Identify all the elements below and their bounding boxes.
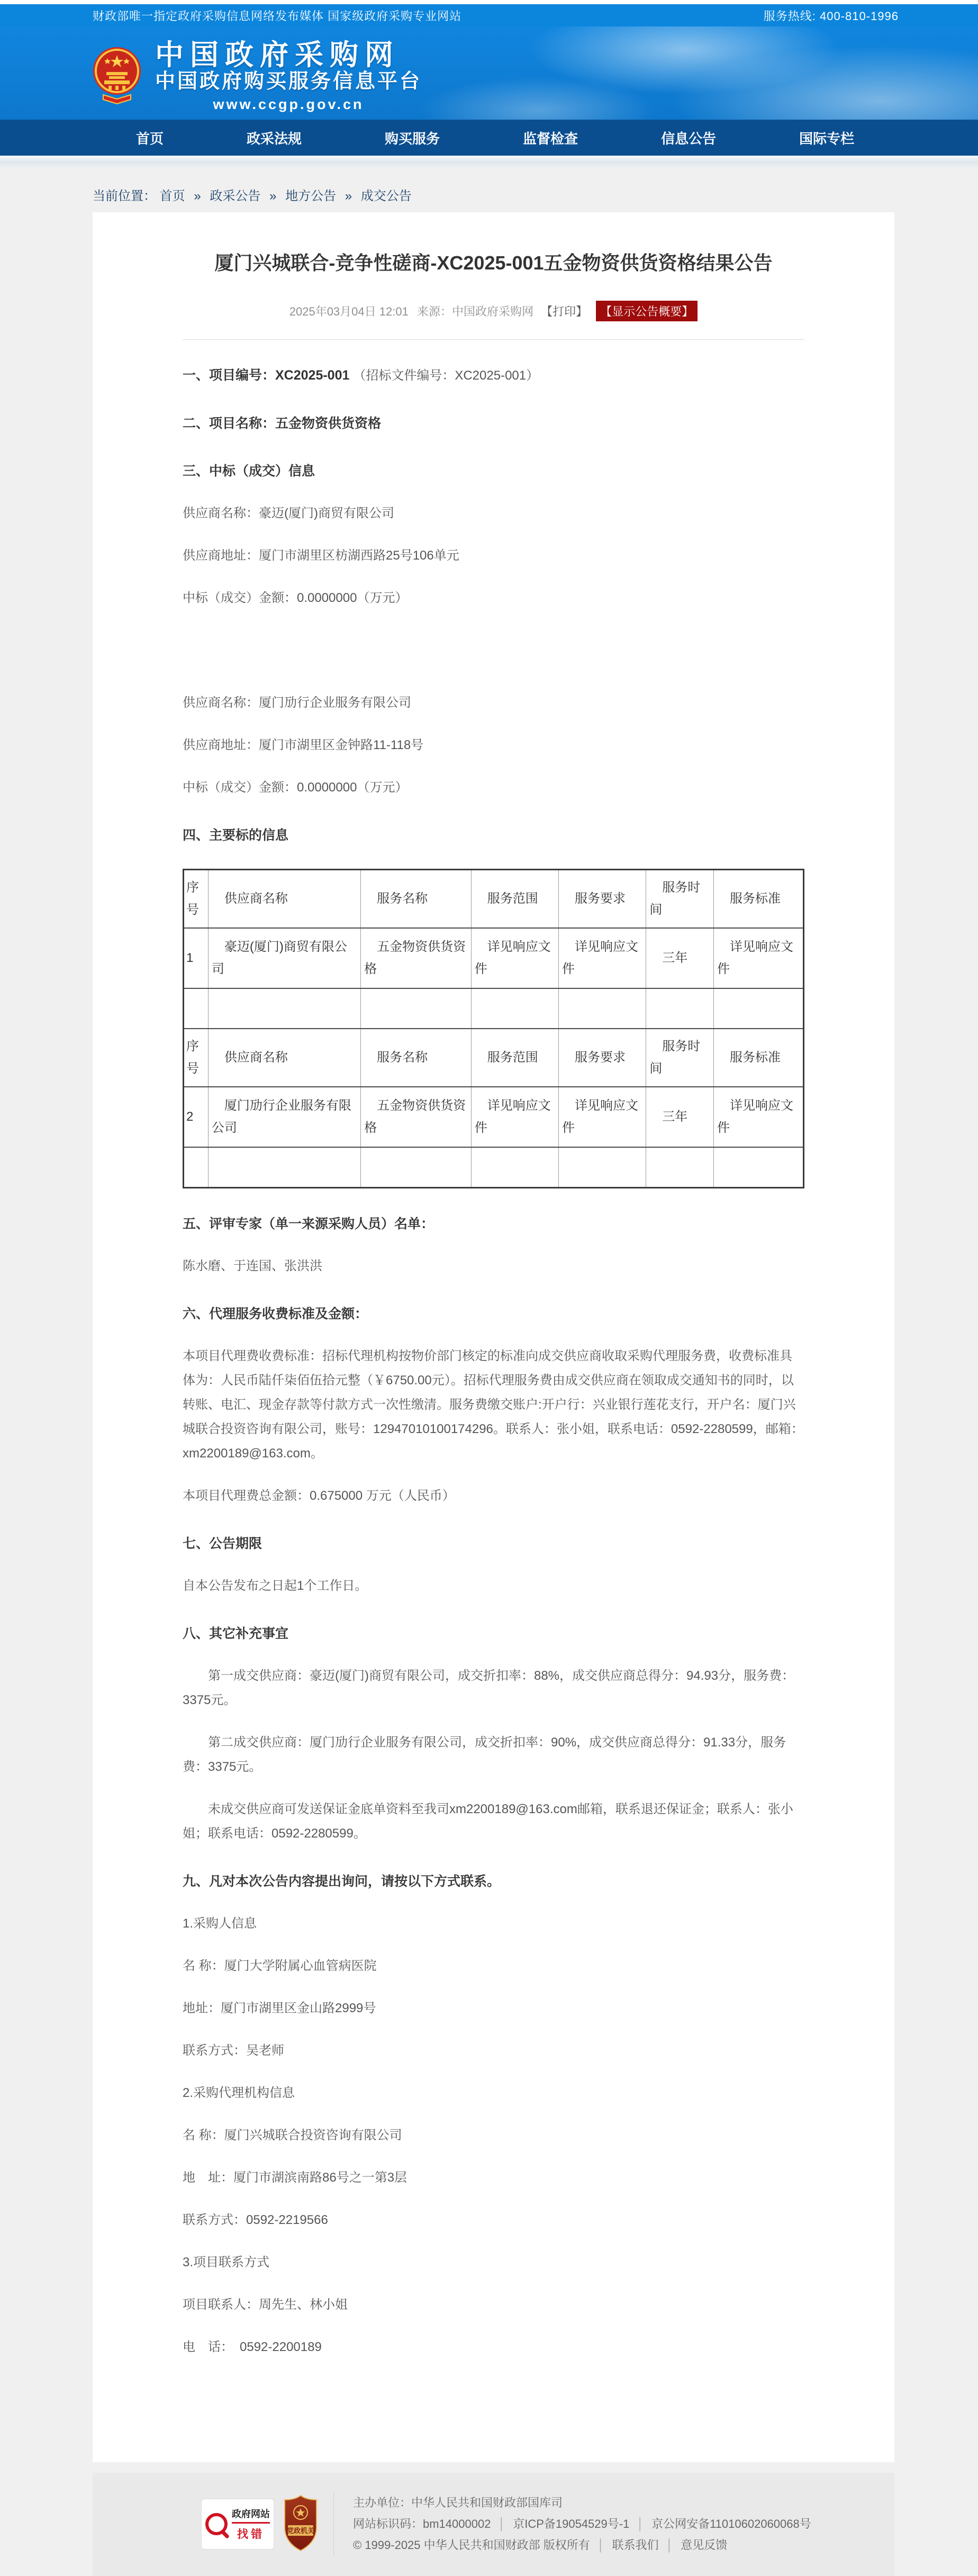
- copyright-text: © 1999-2025 中华人民共和国财政部 版权所有: [353, 2538, 590, 2552]
- cell-standard: 详见响应文件: [714, 928, 804, 988]
- agency-fee-total: 本项目代理费总金额：0.675000 万元（人民币）: [183, 1488, 455, 1503]
- page-footer: [93, 2473, 894, 2576]
- gov-site-error-report-badge[interactable]: [201, 2499, 274, 2550]
- badge-gov-site-label: 政府网站: [232, 2507, 270, 2524]
- footer-copyright-line: [353, 2535, 811, 2556]
- table-header-row: [184, 1029, 804, 1087]
- empty-cell: [471, 1147, 558, 1188]
- site-url: www.ccgp.gov.cn: [213, 96, 364, 113]
- col-header-standard: 服务标准: [714, 1029, 804, 1087]
- cell-index: 2: [184, 1087, 209, 1147]
- expert-names: 陈水磨、于连国、张洪洪: [183, 1258, 322, 1273]
- winner2-amount: 中标（成交）金额：0.0000000（万元）: [183, 780, 408, 795]
- supplement-1: 第一成交供应商：豪迈(厦门)商贸有限公司，成交折扣率：88%，成交供应商总得分：94.93分，服务费：3375元。: [183, 1668, 795, 1707]
- section-1-heading-main: 一、项目编号：XC2025-001: [183, 367, 350, 383]
- publish-datetime: 2025年03月04日 12:01: [289, 304, 409, 318]
- footer-text: [353, 2492, 811, 2556]
- agency-fee-paragraph: 本项目代理费收费标准：招标代理机构按物价部门核定的标准向成交供应商收取采购代理服务费，收费标准具体为：人民币陆仟柒佰伍拾元整（￥6750.00元）。招标代理服务费由成交供应商在领取成交通知书的同时，以转账、电汇、现金存款等付款方式一次性缴清。服务费缴交账户:开户行：兴业银行莲花支行，开户名：厦门兴城联合投资咨询有限公司，账号：12947010100174296。联系人：张小姐，联系电话：0592-2280599，邮箱：xm2200189@163.com。: [183, 1348, 804, 1461]
- site-banner: [0, 26, 978, 120]
- section-4-heading: 四、主要标的信息: [183, 827, 289, 843]
- col-header-duration: 服务时间: [646, 1029, 714, 1087]
- table-empty-row: [184, 988, 804, 1029]
- empty-cell: [646, 988, 714, 1029]
- cell-scope: 详见响应文件: [471, 928, 558, 988]
- site-name: 中国政府采购网: [155, 39, 400, 71]
- cell-requirement: 详见响应文件: [559, 1087, 646, 1147]
- national-emblem-icon: [93, 42, 141, 109]
- col-header-supplier: 供应商名称: [208, 869, 360, 928]
- col-header-duration: 服务时间: [646, 869, 714, 928]
- page-top-edge: [0, 0, 978, 4]
- agency-name: 名 称：厦门兴城联合投资咨询有限公司: [183, 2128, 402, 2142]
- table-row: [184, 928, 804, 988]
- col-header-supplier: 供应商名称: [208, 1029, 360, 1087]
- project-contact-phone: 电 话： 0592-2200189: [183, 2339, 322, 2354]
- section-6-heading: 六、代理服务收费标准及金额：: [183, 1306, 368, 1321]
- nav-bottom-gradient: [0, 156, 978, 169]
- nav-item-international[interactable]: 国际专栏: [799, 130, 855, 147]
- empty-cell: [361, 1147, 472, 1188]
- project-contact-heading: 3.项目联系方式: [183, 2255, 270, 2269]
- col-header-requirement: 服务要求: [559, 869, 646, 928]
- cell-supplier: 豪迈(厦门)商贸有限公司: [208, 928, 360, 988]
- section-7-heading: 七、公告期限: [183, 1536, 262, 1551]
- article-meta: [183, 301, 804, 321]
- empty-cell: [714, 988, 804, 1029]
- breadcrumb-separator: »: [194, 189, 201, 203]
- footer-separator: │: [666, 2538, 674, 2552]
- col-header-index: 序号: [184, 869, 209, 928]
- breadcrumb: [93, 185, 978, 204]
- service-hotline: 服务热线: 400-810-1996: [763, 9, 899, 23]
- empty-cell: [559, 1147, 646, 1188]
- section-5-heading: 五、评审专家（单一来源采购人员）名单：: [183, 1216, 434, 1231]
- lots-table: [183, 869, 804, 1188]
- article-source: 来源：中国政府采购网: [416, 304, 533, 318]
- cell-scope: 详见响应文件: [471, 1087, 558, 1147]
- footer-separator: │: [637, 2517, 645, 2531]
- footer-organizer: 主办单位：中华人民共和国财政部国库司: [353, 2496, 563, 2510]
- breadcrumb-zhengcai[interactable]: 政采公告: [210, 189, 261, 203]
- nav-item-regulations[interactable]: 政采法规: [247, 130, 302, 147]
- svg-text:党政机关: 党政机关: [286, 2526, 315, 2535]
- buyer-name: 名 称：厦门大学附属心血管病医院: [183, 1958, 377, 1973]
- footer-badges: [201, 2494, 318, 2554]
- col-header-scope: 服务范围: [471, 869, 558, 928]
- cell-service-name: 五金物资供货资格: [361, 1087, 472, 1147]
- nav-item-home[interactable]: 首页: [136, 130, 164, 147]
- empty-cell: [208, 1147, 360, 1188]
- spacer: [183, 628, 804, 673]
- winner2-address: 供应商地址：厦门市湖里区金钟路11-118号: [183, 737, 424, 752]
- site-slogan: 财政部唯一指定政府采购信息网络发布媒体 国家级政府采购专业网站: [93, 9, 462, 23]
- empty-cell: [184, 988, 209, 1029]
- footer-registration-line: [353, 2514, 811, 2535]
- breadcrumb-separator: »: [345, 189, 352, 203]
- empty-cell: [361, 988, 472, 1029]
- cell-duration: 三年: [646, 1087, 714, 1147]
- agency-info-heading: 2.采购代理机构信息: [183, 2085, 295, 2100]
- cell-requirement: 详见响应文件: [559, 928, 646, 988]
- agency-address: 地 址：厦门市湖滨南路86号之一第3层: [183, 2170, 408, 2185]
- empty-cell: [646, 1147, 714, 1188]
- nav-item-announcements[interactable]: 信息公告: [661, 130, 717, 147]
- page-title: 厦门兴城联合-竞争性磋商-XC2025-001五金物资供货资格结果公告: [214, 252, 773, 274]
- magnifier-icon: [205, 2513, 228, 2535]
- empty-cell: [208, 988, 360, 1029]
- winner2-name: 供应商名称：厦门劢行企业服务有限公司: [183, 695, 411, 710]
- col-header-service-name: 服务名称: [361, 1029, 472, 1087]
- supplement-3: 未成交供应商可发送保证金底单资料至我司xm2200189@163.com邮箱，联系退还保证金；联系人：张小姐；联系电话：0592-2280599。: [183, 1802, 793, 1841]
- section-8-heading: 八、其它补充事宜: [183, 1626, 289, 1641]
- site-id-code: 网站标识码：bm14000002: [353, 2517, 491, 2531]
- section-3-heading: 三、中标（成交）信息: [183, 463, 315, 479]
- site-subtitle: 中国政府购买服务信息平台: [155, 70, 422, 93]
- contact-us-link[interactable]: 联系我们: [612, 2538, 659, 2552]
- print-button[interactable]: 【打印】: [541, 304, 588, 318]
- badge-find-error-label: 找错: [237, 2528, 265, 2541]
- nav-item-supervision[interactable]: 监督检查: [523, 130, 578, 147]
- project-contact-person: 项目联系人：周先生、林小姐: [183, 2297, 348, 2312]
- breadcrumb-label: 当前位置：: [93, 189, 156, 203]
- agency-contact: 联系方式：0592-2219566: [183, 2212, 328, 2227]
- col-header-index: 序号: [184, 1029, 209, 1087]
- icp-license: 京ICP备19054529号-1: [513, 2517, 630, 2531]
- section-1-heading-suffix: （招标文件编号：XC2025-001）: [353, 368, 539, 383]
- section-2-heading: 二、项目名称：五金物资供货资格: [183, 416, 382, 431]
- table-header-row: [184, 869, 804, 928]
- empty-cell: [471, 988, 558, 1029]
- footer-separator: │: [498, 2517, 506, 2531]
- col-header-standard: 服务标准: [714, 869, 804, 928]
- empty-cell: [184, 1147, 209, 1188]
- col-header-scope: 服务范围: [471, 1029, 558, 1087]
- buyer-address: 地址：厦门市湖里区金山路2999号: [183, 2001, 376, 2015]
- col-header-service-name: 服务名称: [361, 869, 472, 928]
- breadcrumb-home[interactable]: 首页: [159, 189, 185, 203]
- footer-divider: [333, 2492, 334, 2556]
- cell-index: 1: [184, 928, 209, 988]
- party-gov-shield-badge[interactable]: [284, 2494, 318, 2554]
- supplement-2: 第二成交供应商：厦门劢行企业服务有限公司，成交折扣率：90%，成交供应商总得分：91.33分，服务费：3375元。: [183, 1735, 786, 1774]
- empty-cell: [714, 1147, 804, 1188]
- main-nav: [0, 120, 978, 156]
- breadcrumb-separator: »: [269, 189, 277, 203]
- empty-cell: [559, 988, 646, 1029]
- cell-standard: 详见响应文件: [714, 1087, 804, 1147]
- section-9-heading: 九、凡对本次公告内容提出询问，请按以下方式联系。: [183, 1874, 501, 1889]
- title-divider: [183, 339, 804, 340]
- cell-supplier: 厦门劢行企业服务有限公司: [208, 1087, 360, 1147]
- top-strip: [0, 4, 978, 26]
- breadcrumb-deal[interactable]: 成交公告: [360, 189, 412, 203]
- winner1-name: 供应商名称：豪迈(厦门)商贸有限公司: [183, 506, 394, 520]
- announcement-card: [93, 212, 894, 2462]
- announcement-period: 自本公告发布之日起1个工作日。: [183, 1578, 368, 1593]
- nav-item-purchase-services[interactable]: 购买服务: [385, 130, 440, 147]
- winner1-amount: 中标（成交）金额：0.0000000（万元）: [183, 590, 408, 605]
- col-header-requirement: 服务要求: [559, 1029, 646, 1087]
- feedback-link[interactable]: 意见反馈: [681, 2538, 728, 2552]
- show-summary-button[interactable]: 【显示公告概要】: [596, 301, 698, 321]
- cell-service-name: 五金物资供货资格: [361, 928, 472, 988]
- article-body: [183, 363, 804, 2359]
- buyer-contact: 联系方式：吴老师: [183, 2043, 284, 2058]
- table-empty-row: [184, 1147, 804, 1188]
- public-security-license: 京公网安备11010602060068号: [651, 2517, 811, 2531]
- buyer-info-heading: 1.采购人信息: [183, 1916, 257, 1931]
- footer-separator: │: [597, 2538, 605, 2552]
- section-1-heading: [183, 363, 804, 388]
- table-row: [184, 1087, 804, 1147]
- breadcrumb-local[interactable]: 地方公告: [285, 189, 337, 203]
- cell-duration: 三年: [646, 928, 714, 988]
- winner1-address: 供应商地址：厦门市湖里区枋湖西路25号106单元: [183, 548, 459, 563]
